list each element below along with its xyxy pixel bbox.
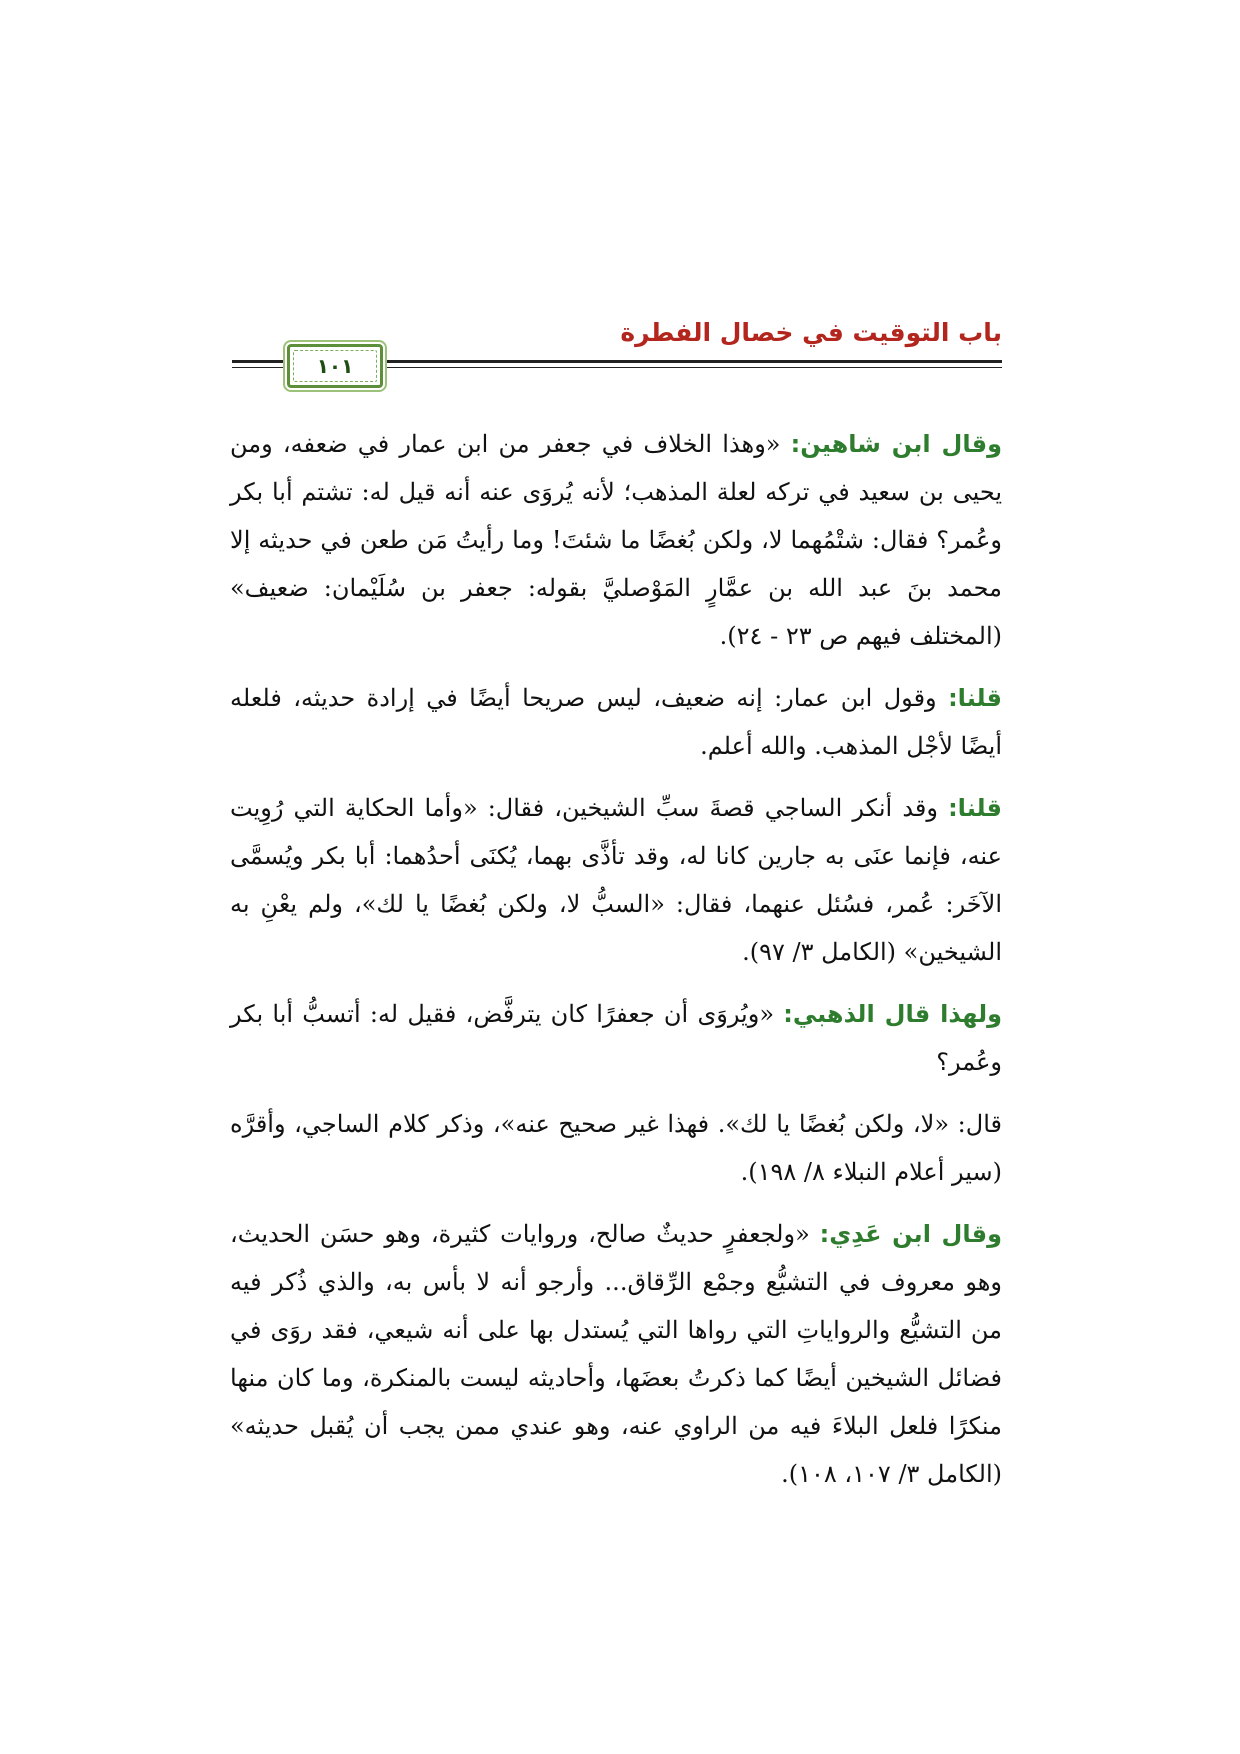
paragraph (230, 420, 1002, 660)
paragraph-lead: قلنا: (948, 794, 1002, 822)
paragraph-lead: ولهذا قال الذهبي: (783, 1000, 1002, 1028)
page-header (232, 318, 1002, 380)
paragraph-lead: وقال ابن عَدِي: (819, 1220, 1002, 1248)
paragraph-lead: وقال ابن شاهين: (790, 430, 1002, 458)
paragraph (230, 1210, 1002, 1498)
page-number-badge (287, 344, 383, 388)
paragraph-text: قال: «لا، ولكن بُغضًا يا لك». فهذا غير صحيح عنه»، وذكر كلام الساجي، وأقرَّه (سير أعلام النبلاء ٨/ ١٩٨). (230, 1110, 1002, 1186)
paragraph-lead: قلنا: (948, 684, 1002, 712)
paragraph-text: «وهذا الخلاف في جعفر من ابن عمار في ضعفه، ومن يحيى بن سعيد في تركه لعلة المذهب؛ لأنه يُروَى عنه أنه قيل له: تشتم أبا بكر وعُمر؟ فقال: شتْمُهما لا، ولكن بُغضًا ما شئتَ! وما رأيتُ مَن طعن في حديثه إلا محمد بنَ عبد الله بن عمَّارٍ المَوْصليَّ بقوله: جعفر بن سُلَيْمان: ضعيف» (المختلف فيهم ص ٢٣ - ٢٤). (230, 430, 1003, 650)
paragraph (230, 674, 1002, 770)
paragraph-text: «ويُروَى أن جعفرًا كان يترفَّض، فقيل له: أتسبُّ أبا بكر وعُمر؟ (230, 1000, 1002, 1076)
paragraph-text: وقد أنكر الساجي قصةَ سبِّ الشيخين، فقال: «وأما الحكاية التي رُوِيت عنه، فإنما عنَى به جارين كانا له، وقد تأذَّى بهما، يُكنَى أحدُهما: أبا بكر ويُسمَّى الآخَر: عُمر، فسُئل عنهما، فقال: «السبُّ لا، ولكن بُغضًا يا لك»، ولم يعْنِ به الشيخين» (الكامل ٣/ ٩٧). (230, 794, 1002, 966)
page-number: ١٠١ (316, 354, 354, 378)
page-body (230, 420, 1002, 1512)
paragraph (230, 784, 1002, 976)
chapter-title: باب التوقيت في خصال الفطرة (620, 318, 1002, 347)
paragraph-text: «ولجعفرٍ حديثٌ صالح، وروايات كثيرة، وهو حسَن الحديث، وهو معروف في التشيُّع وجمْع الرِّقاق... وأرجو أنه لا بأس به، والذي ذُكر فيه من التشيُّع والرواياتِ التي رواها التي يُستدل بها على أنه شيعي، فقد روَى في فضائل الشيخين أيضًا كما ذكرتُ بعضَها، وأحاديثه ليست بالمنكرة، وما كان منها منكرًا فلعل البلاءَ فيه من الراوي عنه، وهو عندي ممن يجب أن يُقبل حديثه» (الكامل ٣/ ١٠٧، ١٠٨). (230, 1220, 1002, 1488)
paragraph (230, 1100, 1002, 1196)
paragraph-text: وقول ابن عمار: إنه ضعيف، ليس صريحا أيضًا في إرادة حديثه، فلعله أيضًا لأجْل المذهب. والله أعلم. (230, 684, 1002, 760)
paragraph (230, 990, 1002, 1086)
